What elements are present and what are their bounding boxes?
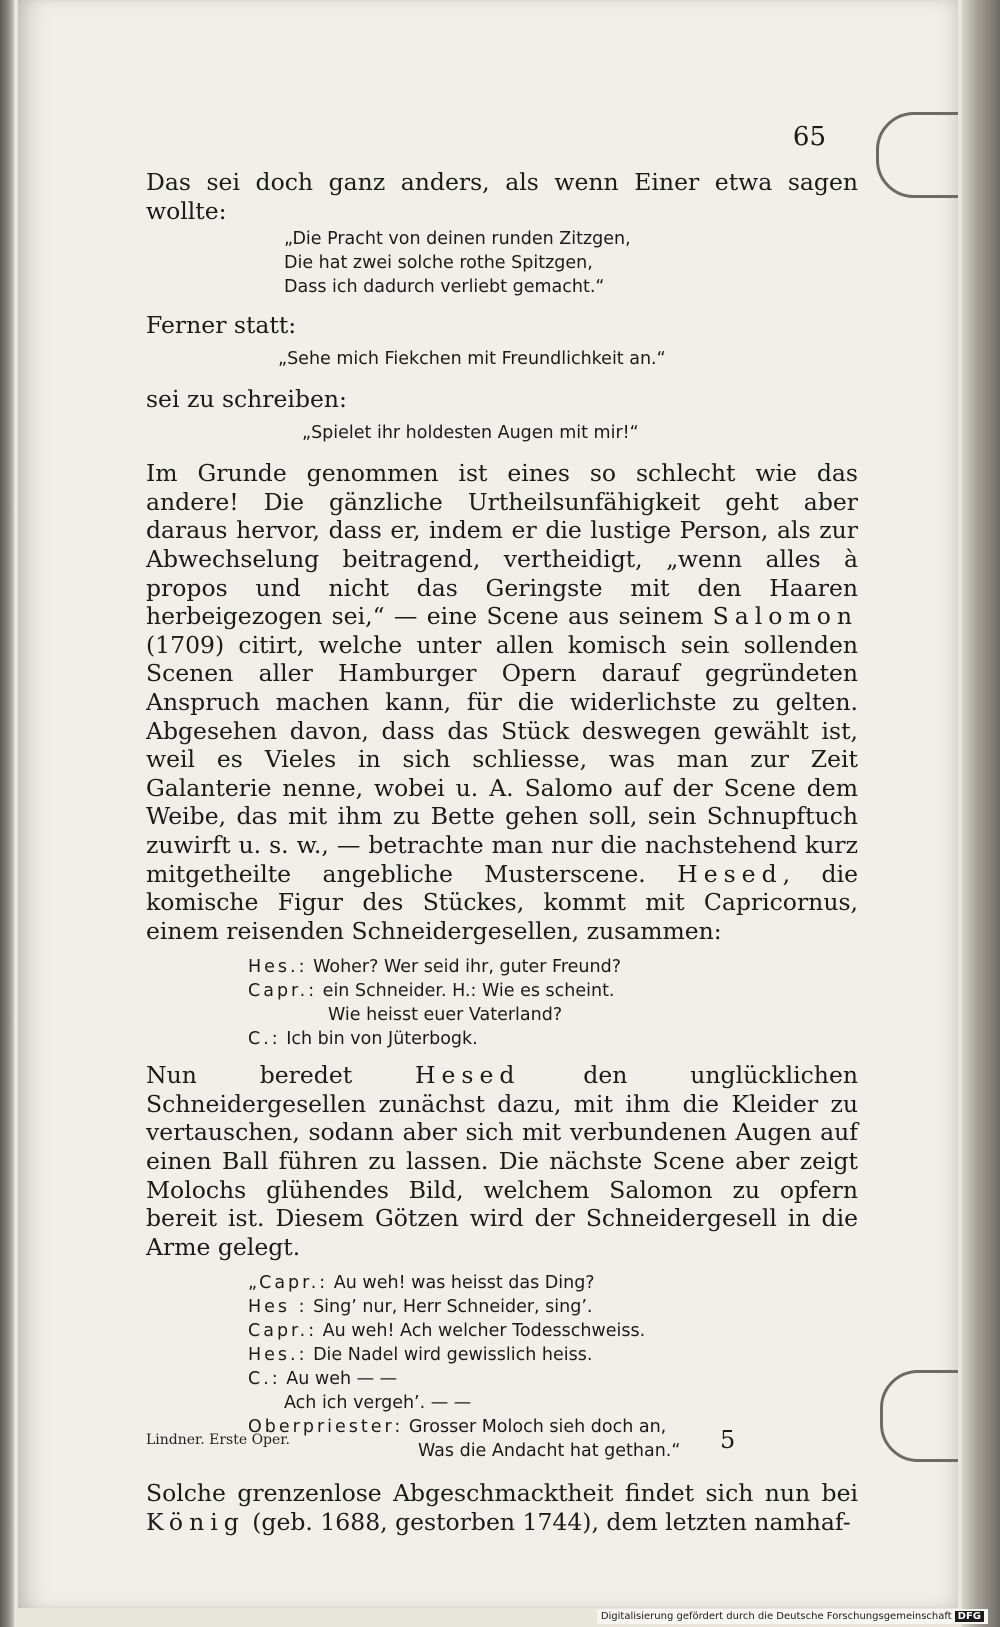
quote-line: Dass ich dadurch verliebt gemacht.“: [284, 277, 605, 298]
dfg-logo-icon: DFG: [955, 1611, 984, 1622]
dialog-line: Wie heisst euer Vaterland?: [328, 1005, 563, 1026]
page-clip-bottom-icon: [880, 1370, 958, 1462]
paragraph-3: sei zu schreiben:: [146, 385, 347, 414]
page-number: 65: [792, 122, 826, 152]
dialog-line: „Capr.: Au weh! was heisst das Ding?: [248, 1273, 595, 1294]
quote-line: „Die Pracht von deinen runden Zitzgen,: [284, 229, 631, 250]
spaced-name: König: [146, 1508, 245, 1537]
book-edge-right: [962, 0, 1000, 1627]
spaced-name: Hesed: [677, 859, 783, 888]
dialog-line: Oberpriester: Grosser Moloch sieh doch an,: [248, 1417, 667, 1438]
spaced-name: Salomon: [712, 602, 858, 631]
dialog-line: Hes.: Die Nadel wird gewisslich heiss.: [248, 1345, 593, 1366]
signature-mark: Lindner. Erste Oper.: [146, 1432, 290, 1448]
dialog-block-2: [248, 1271, 858, 1463]
digitization-credit: [597, 1609, 988, 1624]
quote-line: „Sehe mich Fiekchen mit Freundlichkeit an.“: [278, 349, 666, 370]
quote-block-1: [284, 227, 858, 299]
paragraph-4: Im Grunde genommen ist eines so schlecht wie das andere! Die gänzliche Urtheilsunfähigkeit geht aber daraus hervor, dass er, indem er die lustige Person, als zur Abwechselung beitragend, vertheidigt, „wenn alles à propos und nicht das Geringste mit den Haaren herbeigezogen sei,“ — eine Scene aus seinem Salomon (1709) citirt, welche unter allen komisch sein sollenden Scenen aller Hamburger Opern darauf gegründeten Anspruch machen kann, für die widerlichste zu gelten. Abgesehen davon, dass das Stück deswegen gewählt ist, weil es Vieles in sich schliesse, was man zur Zeit Galanterie nenne, wobei u. A. Salomo auf der Scene dem Weibe, das mit ihm zu Bette gehen soll, sein Schnupftuch zuwirft u. s. w., — betrachte man nur die nachstehend kurz mitgetheilte angebliche Musterscene. Hesed, die komische Figur des Stückes, kommt mit Capricornus, einem reisenden Schneidergesellen, zusammen:: [146, 459, 858, 945]
paragraph-5: Nun beredet Hesed den unglücklichen Schneidergesellen zunächst dazu, mit ihm die Kleider zu vertauschen, sodann aber sich mit verbundenen Augen auf einen Ball führen zu lassen. Die nächste Scene aber zeigt Molochs glühendes Bild, welchem Salomon zu opfern bereit ist. Diesem Götzen wird der Schneidergesell in die Arme gelegt.: [146, 1061, 858, 1261]
dialog-line: Ach ich vergeh’. — —: [284, 1393, 472, 1414]
credit-text: Digitalisierung gefördert durch die Deutsche Forschungsgemeinschaft: [600, 1611, 952, 1622]
dialog-block-1: [248, 955, 858, 1051]
book-spine-left: [0, 0, 14, 1627]
dialog-line: Was die Andacht hat gethan.“: [418, 1441, 681, 1462]
dialog-line: C.: Ich bin von Jüterbogk.: [248, 1029, 478, 1050]
paragraph-1: Das sei doch ganz anders, als wenn Einer etwa sagen wollte:: [146, 168, 858, 225]
sheet-number: 5: [720, 1426, 736, 1454]
dialog-line: Hes.: Woher? Wer seid ihr, guter Freund?: [248, 957, 621, 978]
book-page: [18, 0, 958, 1608]
page-clip-top-icon: [876, 112, 958, 198]
spaced-name: Hesed: [415, 1061, 521, 1090]
dialog-line: Capr.: ein Schneider. H.: Wie es scheint.: [248, 981, 615, 1002]
dialog-line: C.: Au weh — —: [248, 1369, 398, 1390]
page-text: [146, 168, 858, 1537]
quote-line: Die hat zwei solche rothe Spitzgen,: [284, 253, 593, 274]
paragraph-2: Ferner statt:: [146, 311, 297, 340]
paragraph-6: Solche grenzenlose Abgeschmacktheit findet sich nun bei König (geb. 1688, gestorben 1744), dem letzten namhaf-: [146, 1479, 858, 1537]
quote-line: „Spielet ihr holdesten Augen mit mir!“: [302, 423, 639, 444]
dialog-line: Capr.: Au weh! Ach welcher Todesschweiss.: [248, 1321, 646, 1342]
dialog-line: Hes : Sing’ nur, Herr Schneider, sing’.: [248, 1297, 593, 1318]
